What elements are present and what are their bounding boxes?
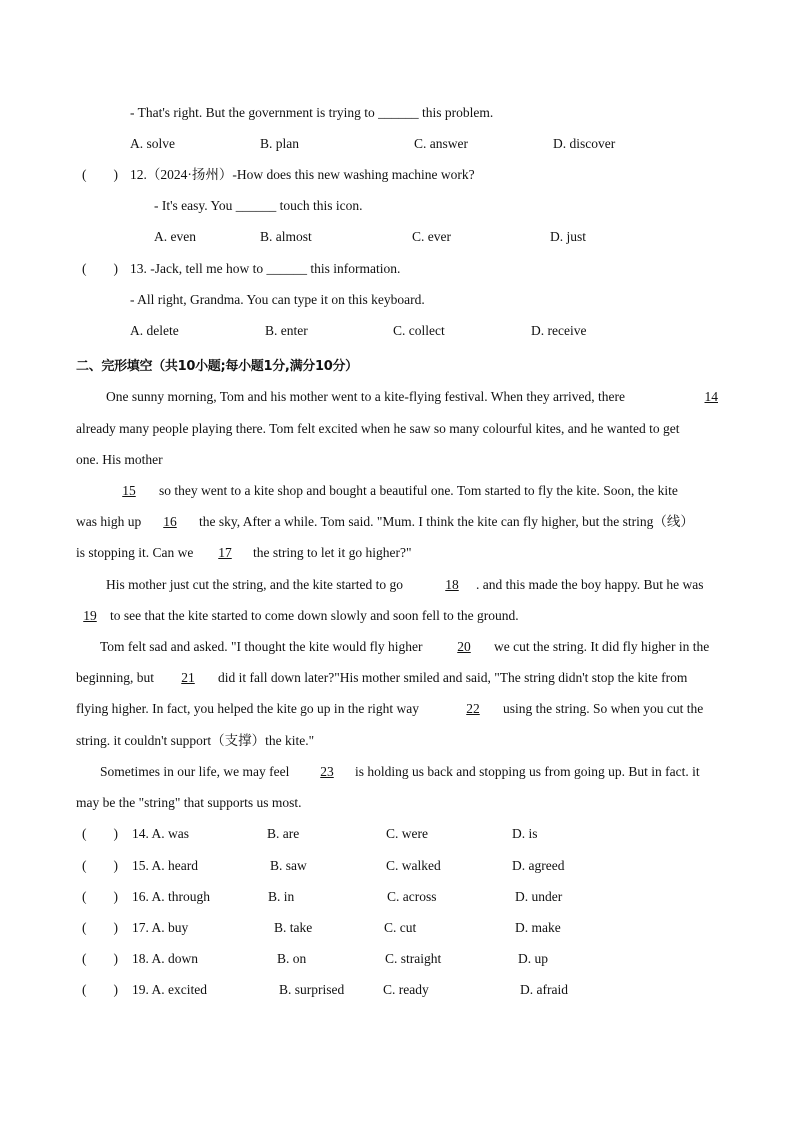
choice-18-d: D. up: [518, 951, 548, 966]
choice-16-a: 16. A. through: [132, 889, 211, 904]
blank-18-wrap: [430, 577, 474, 593]
q12-stem: 12.（2024·扬州）-How does this new washing machine work?: [130, 167, 475, 182]
passage-line: already many people playing there. Tom felt excited when he saw so many colourful kites, and he wanted to get: [76, 421, 680, 436]
choice-16-d: D. under: [515, 889, 563, 904]
choice-17-c: C. cut: [384, 920, 417, 935]
choice-19-a: 19. A. excited: [132, 982, 207, 997]
blank-20-wrap: [442, 639, 486, 655]
passage-line: one. His mother: [76, 452, 163, 467]
choice-16-paren[interactable]: ( ): [82, 889, 118, 904]
choice-16-b: B. in: [268, 889, 295, 904]
choice-14-d: D. is: [512, 826, 538, 841]
choice-17-d: D. make: [515, 920, 561, 935]
blank-17-wrap: [203, 545, 247, 561]
passage-line: His mother just cut the string, and the kite started to go: [106, 577, 403, 592]
passage-line: . and this made the boy happy. But he was: [476, 577, 704, 592]
q13-answer-paren[interactable]: ( ): [82, 261, 118, 276]
choice-19-paren[interactable]: ( ): [82, 982, 118, 997]
choice-19-d: D. afraid: [520, 982, 568, 997]
blank-19-wrap: [76, 608, 104, 624]
blank-16-wrap: [149, 514, 191, 530]
passage-text: One sunny morning, Tom and his mother went to a kite-flying festival. When they arrived, there: [106, 389, 625, 404]
passage-line: string. it couldn't support（支撑）the kite.": [76, 733, 315, 748]
choice-15-d: D. agreed: [512, 858, 565, 873]
blank-16[interactable]: 16: [163, 514, 177, 529]
passage-line: Sometimes in our life, we may feel: [100, 764, 290, 779]
blank-18[interactable]: 18: [445, 577, 459, 592]
choice-14-paren[interactable]: ( ): [82, 826, 118, 841]
passage-line: did it fall down later?"His mother smiled and said, "The string didn't stop the kite from: [218, 670, 688, 685]
blank-22-wrap: [451, 701, 495, 717]
blank-19[interactable]: 19: [83, 608, 97, 623]
choice-19-c: C. ready: [383, 982, 429, 997]
passage-line: [106, 483, 152, 499]
blank-21[interactable]: 21: [181, 670, 195, 685]
blank-14-number: 14: [704, 389, 718, 404]
blank-15[interactable]: 15: [122, 483, 136, 498]
q12-option-a: A. even: [154, 229, 196, 244]
choice-18-c: C. straight: [385, 951, 442, 966]
blank-14[interactable]: [686, 389, 718, 405]
q13-dialog-line: - All right, Grandma. You can type it on this keyboard.: [130, 292, 425, 307]
blank-17[interactable]: 17: [218, 545, 232, 560]
passage-line: [106, 389, 625, 405]
passage-line: beginning, but: [76, 670, 154, 685]
q12-option-c: C. ever: [412, 229, 451, 244]
passage-line: was high up: [76, 514, 142, 529]
choice-17-b: B. take: [274, 920, 313, 935]
q13-option-d: D. receive: [531, 323, 587, 338]
passage-line: using the string. So when you cut the: [503, 701, 704, 716]
q13-option-c: C. collect: [393, 323, 445, 338]
q11-option-a: A. solve: [130, 136, 175, 151]
blank-22[interactable]: 22: [466, 701, 480, 716]
q11-option-b: B. plan: [260, 136, 299, 151]
passage-line: is stopping it. Can we: [76, 545, 194, 560]
choice-16-c: C. across: [387, 889, 437, 904]
choice-14-c: C. were: [386, 826, 428, 841]
q12-option-d: D. just: [550, 229, 587, 244]
choice-15-c: C. walked: [386, 858, 441, 873]
choice-17-a: 17. A. buy: [132, 920, 189, 935]
q11-option-c: C. answer: [414, 136, 468, 151]
choice-19-b: B. surprised: [279, 982, 345, 997]
choice-17-paren[interactable]: ( ): [82, 920, 118, 935]
choice-18-paren[interactable]: ( ): [82, 951, 118, 966]
choice-18-a: 18. A. down: [132, 951, 199, 966]
q12-answer-paren[interactable]: ( ): [82, 167, 118, 182]
choice-18-b: B. on: [277, 951, 307, 966]
blank-23[interactable]: 23: [320, 764, 334, 779]
passage-line: so they went to a kite shop and bought a beautiful one. Tom started to fly the kite. Soon, the kite: [159, 483, 678, 498]
choice-14-b: B. are: [267, 826, 300, 841]
choice-15-a: 15. A. heard: [132, 858, 198, 873]
q13-stem: 13. -Jack, tell me how to ______ this information.: [130, 261, 401, 276]
q12-option-b: B. almost: [260, 229, 312, 244]
passage-line: we cut the string. It did fly higher in the: [494, 639, 710, 654]
blank-23-wrap: [305, 764, 349, 780]
q13-option-b: B. enter: [265, 323, 308, 338]
passage-line: Tom felt sad and asked. "I thought the kite would fly higher: [100, 639, 423, 654]
choice-14-a: 14. A. was: [132, 826, 189, 841]
choice-15-paren[interactable]: ( ): [82, 858, 118, 873]
choice-15-b: B. saw: [270, 858, 307, 873]
passage-line: to see that the kite started to come down slowly and soon fell to the ground.: [110, 608, 519, 623]
q12-dialog-line: - It's easy. You ______ touch this icon.: [154, 198, 363, 213]
section-heading-cloze: 二、完形填空（共10小题;每小题1分,满分10分）: [76, 359, 358, 374]
passage-line: may be the "string" that supports us most.: [76, 795, 302, 810]
q11-dialog-line: - That's right. But the government is trying to ______ this problem.: [130, 105, 494, 120]
passage-line: flying higher. In fact, you helped the kite go up in the right way: [76, 701, 420, 716]
q13-option-a: A. delete: [130, 323, 179, 338]
blank-21-wrap: [166, 670, 210, 686]
blank-20[interactable]: 20: [457, 639, 471, 654]
q11-option-d: D. discover: [553, 136, 616, 151]
passage-line: the string to let it go higher?": [253, 545, 412, 560]
passage-line: is holding us back and stopping us from going up. But in fact. it: [355, 764, 700, 779]
passage-line: the sky, After a while. Tom said. "Mum. I think the kite can fly higher, but the string（线）: [199, 514, 694, 529]
